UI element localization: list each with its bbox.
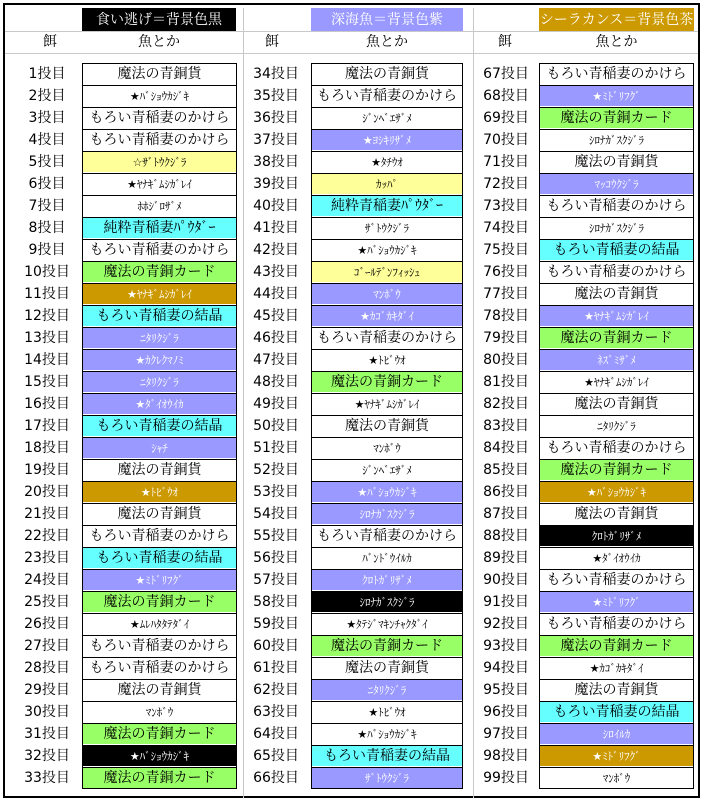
bait-count-label: 54投目 [253, 506, 299, 522]
catch-cell: ﾎﾎｼﾞﾛｻﾞﾒ [82, 195, 237, 216]
catch-cell: もろい青稲妻のかけら [539, 63, 694, 84]
catch-cell: ★ﾀﾞｲｵｳｲｶ [82, 393, 237, 414]
bait-count-label: 44投目 [253, 286, 299, 302]
bait-count-label: 14投目 [24, 352, 70, 368]
bait-count-label: 15投目 [24, 374, 70, 390]
bait-count-label: 90投目 [483, 572, 529, 588]
bait-count-label: 55投目 [253, 528, 299, 544]
catch-cell: ★ﾊﾞｼｮｳｶｼﾞｷ [311, 723, 463, 744]
catch-cell: 純粋青稲妻ﾊﾟｳﾀﾞｰ [311, 195, 463, 216]
catch-cell: ★ﾐﾄﾞﾘﾌｸﾞ [82, 569, 237, 590]
bait-count-label: 17投目 [24, 418, 70, 434]
bait-count-label: 48投目 [253, 374, 299, 390]
catch-cell: ｼﾛﾅｶﾞｽｸｼﾞﾗ [311, 503, 463, 524]
catch-cell: もろい青稲妻のかけら [311, 85, 463, 106]
catch-cell: 魔法の青銅カード [82, 591, 237, 612]
catch-cell: ﾏﾝﾎﾞｳ [311, 283, 463, 304]
bait-count-label: 88投目 [483, 528, 529, 544]
catch-cell: 魔法の青銅カード [539, 327, 694, 348]
bait-column-header: 餌 [498, 34, 512, 50]
catch-cell: ★ﾊﾞｼｮｳｶｼﾞｷ [82, 745, 237, 766]
catch-cell: 魔法の青銅貨 [311, 657, 463, 678]
bait-count-label: 72投目 [483, 176, 529, 192]
bait-count-label: 22投目 [24, 528, 70, 544]
catch-cell: ﾈｽﾞﾐｻﾞﾒ [539, 349, 694, 370]
bait-count-label: 10投目 [24, 264, 70, 280]
catch-cell: ｶｯﾊﾟ [311, 173, 463, 194]
fish-column-header: 魚とか [366, 34, 408, 50]
catch-cell: ★ﾀﾁｳｵ [311, 151, 463, 172]
bait-count-label: 60投目 [253, 638, 299, 654]
catch-cell: ｼﾛﾅｶﾞｽｸｼﾞﾗ [311, 591, 463, 612]
legend-black-header: 食い逃げ＝背景色黒 [82, 8, 236, 32]
bait-count-label: 65投目 [253, 748, 299, 764]
bait-count-label: 86投目 [483, 484, 529, 500]
catch-cell: 魔法の青銅貨 [82, 679, 237, 700]
catch-cell: ★ﾀﾃｼﾞﾏｷﾝﾁｬｸﾀﾞｲ [311, 613, 463, 634]
catch-cell: ★ﾊﾞｼｮｳｶｼﾞｷ [82, 85, 237, 106]
catch-cell: ★ﾐﾄﾞﾘﾌｸﾞ [539, 85, 694, 106]
bait-count-label: 2投目 [28, 88, 66, 104]
bait-column-header: 餌 [265, 34, 279, 50]
bait-count-label: 41投目 [253, 220, 299, 236]
catch-cell: ｼﾛﾅｶﾞｽｸｼﾞﾗ [539, 217, 694, 238]
bait-count-label: 13投目 [24, 330, 70, 346]
bait-count-label: 33投目 [24, 770, 70, 786]
catch-cell: もろい青稲妻のかけら [539, 195, 694, 216]
bait-count-label: 39投目 [253, 176, 299, 192]
catch-cell: 魔法の青銅貨 [82, 63, 237, 84]
catch-cell: ★ﾔﾅｷﾞﾑｼｶﾞﾚｲ [82, 283, 237, 304]
legend-purple-header: 深海魚＝背景色紫 [311, 8, 463, 32]
bait-count-label: 8投目 [28, 220, 66, 236]
bait-count-label: 4投目 [28, 132, 66, 148]
bait-count-label: 94投目 [483, 660, 529, 676]
bait-count-label: 97投目 [483, 726, 529, 742]
bait-count-label: 84投目 [483, 440, 529, 456]
bait-count-label: 37投目 [253, 132, 299, 148]
catch-cell: 魔法の青銅カード [311, 371, 463, 392]
catch-cell: もろい青稲妻のかけら [539, 569, 694, 590]
catch-cell: ｻﾞﾄｳｸｼﾞﾗ [311, 217, 463, 238]
bait-count-label: 59投目 [253, 616, 299, 632]
bait-count-label: 99投目 [483, 770, 529, 786]
catch-cell: もろい青稲妻のかけら [82, 635, 237, 656]
bait-count-label: 77投目 [483, 286, 529, 302]
catch-cell: ﾏｯｺｳｸｼﾞﾗ [539, 173, 694, 194]
catch-cell: ★ﾑﾚﾊﾀﾀﾃﾀﾞｲ [82, 613, 237, 634]
catch-cell: ★ﾄﾋﾞｳｵ [311, 349, 463, 370]
catch-cell: ｼﾞﾝﾍﾞｴｻﾞﾒ [311, 107, 463, 128]
bait-count-label: 93投目 [483, 638, 529, 654]
catch-cell: もろい青稲妻の結晶 [539, 239, 694, 260]
catch-cell: ★ｶｸﾚｸﾏﾉﾐ [82, 349, 237, 370]
catch-cell: もろい青稲妻のかけら [82, 657, 237, 678]
bait-count-label: 38投目 [253, 154, 299, 170]
bait-count-label: 5投目 [28, 154, 66, 170]
bait-count-label: 87投目 [483, 506, 529, 522]
bait-count-label: 76投目 [483, 264, 529, 280]
bait-count-label: 24投目 [24, 572, 70, 588]
catch-cell: もろい青稲妻の結晶 [311, 745, 463, 766]
bait-count-label: 47投目 [253, 352, 299, 368]
catch-cell: 魔法の青銅貨 [539, 393, 694, 414]
bait-count-label: 80投目 [483, 352, 529, 368]
bait-count-label: 67投目 [483, 66, 529, 82]
bait-count-label: 18投目 [24, 440, 70, 456]
catch-cell: 魔法の青銅貨 [311, 415, 463, 436]
catch-cell: もろい青稲妻のかけら [82, 525, 237, 546]
bait-count-label: 62投目 [253, 682, 299, 698]
fish-column-header: 魚とか [595, 34, 638, 50]
bait-count-label: 71投目 [483, 154, 529, 170]
catch-cell: ★ﾄﾋﾞｳｵ [82, 481, 237, 502]
catch-cell: ★ﾀﾞｲｵｳｲｶ [539, 547, 694, 568]
catch-cell: ﾆﾀﾘｸｼﾞﾗ [539, 415, 694, 436]
catch-cell: ★ﾔﾅｷﾞﾑｼｶﾞﾚｲ [539, 371, 694, 392]
bait-count-label: 64投目 [253, 726, 299, 742]
bait-count-label: 52投目 [253, 462, 299, 478]
catch-cell: ★ﾐﾄﾞﾘﾌｸﾞ [539, 745, 694, 766]
catch-cell: ★ﾊﾞｼｮｳｶｼﾞｷ [311, 239, 463, 260]
bait-count-label: 6投目 [28, 176, 66, 192]
bait-count-label: 27投目 [24, 638, 70, 654]
bait-count-label: 98投目 [483, 748, 529, 764]
bait-count-label: 36投目 [253, 110, 299, 126]
bait-count-label: 63投目 [253, 704, 299, 720]
catch-cell: ｻﾞﾄｳｸｼﾞﾗ [311, 767, 463, 788]
bait-count-label: 40投目 [253, 198, 299, 214]
bait-count-label: 53投目 [253, 484, 299, 500]
catch-cell: ☆ｻﾞﾄｳｸｼﾞﾗ [82, 151, 237, 172]
catch-cell: ★ﾄﾋﾞｳｵ [311, 701, 463, 722]
catch-cell: ★ﾊﾞｼｮｳｶｼﾞｷ [311, 481, 463, 502]
catch-cell: 魔法の青銅貨 [539, 283, 694, 304]
catch-cell: 魔法の青銅カード [82, 723, 237, 744]
bait-count-label: 23投目 [24, 550, 70, 566]
bait-count-label: 19投目 [24, 462, 70, 478]
catch-cell: 魔法の青銅貨 [82, 503, 237, 524]
bait-count-label: 61投目 [253, 660, 299, 676]
bait-count-label: 46投目 [253, 330, 299, 346]
bait-count-label: 9投目 [28, 242, 66, 258]
catch-cell: ｸﾛﾄｶﾞﾘｻﾞﾒ [539, 525, 694, 546]
grid-line [5, 53, 698, 54]
catch-cell: ★ﾔﾅｷﾞﾑｼｶﾞﾚｲ [82, 173, 237, 194]
catch-cell: ﾊﾞﾝﾄﾞｳｲﾙｶ [311, 547, 463, 568]
grid-line [473, 8, 474, 798]
bait-count-label: 50投目 [253, 418, 299, 434]
catch-cell: ｼﾛｲﾙｶ [539, 723, 694, 744]
catch-cell: もろい青稲妻のかけら [539, 437, 694, 458]
catch-cell: もろい青稲妻のかけら [82, 107, 237, 128]
catch-cell: ﾆﾀﾘｸｼﾞﾗ [82, 327, 237, 348]
catch-cell: ﾆﾀﾘｸｼﾞﾗ [311, 679, 463, 700]
catch-cell: ｼｬﾁ [82, 437, 237, 458]
legend-brown-header: シーラカンス＝背景色茶 [539, 8, 694, 32]
bait-count-label: 91投目 [483, 594, 529, 610]
bait-count-label: 69投目 [483, 110, 529, 126]
bait-count-label: 57投目 [253, 572, 299, 588]
catch-cell: ｼﾞﾝﾍﾞｴｻﾞﾒ [311, 459, 463, 480]
bait-count-label: 85投目 [483, 462, 529, 478]
bait-count-label: 56投目 [253, 550, 299, 566]
catch-cell: もろい青稲妻のかけら [82, 239, 237, 260]
catch-cell: ★ﾊﾞｼｮｳｶｼﾞｷ [539, 481, 694, 502]
bait-count-label: 73投目 [483, 198, 529, 214]
catch-cell: ﾏﾝﾎﾞｳ [311, 437, 463, 458]
catch-cell: ﾏﾝﾎﾞｳ [82, 701, 237, 722]
catch-cell: ★ｶｺﾞｶｷﾀﾞｲ [311, 305, 463, 326]
bait-count-label: 79投目 [483, 330, 529, 346]
bait-count-label: 29投目 [24, 682, 70, 698]
bait-count-label: 45投目 [253, 308, 299, 324]
bait-column-header: 餌 [43, 34, 57, 50]
bait-count-label: 20投目 [24, 484, 70, 500]
catch-cell: もろい青稲妻のかけら [82, 129, 237, 150]
bait-count-label: 68投目 [483, 88, 529, 104]
bait-count-label: 25投目 [24, 594, 70, 610]
catch-cell: もろい青稲妻のかけら [539, 613, 694, 634]
catch-cell: 魔法の青銅貨 [311, 63, 463, 84]
catch-cell: ｺﾞｰﾙﾃﾞﾝﾌｨｯｼｭ [311, 261, 463, 282]
catch-cell: もろい青稲妻のかけら [539, 261, 694, 282]
grid-line [5, 31, 698, 32]
bait-count-label: 16投目 [24, 396, 70, 412]
catch-cell: ★ﾐﾄﾞﾘﾌｸﾞ [539, 591, 694, 612]
catch-cell: 魔法の青銅カード [539, 107, 694, 128]
catch-cell: ★ｶｺﾞｶｷﾀﾞｲ [539, 657, 694, 678]
bait-count-label: 3投目 [28, 110, 66, 126]
catch-cell: もろい青稲妻のかけら [311, 525, 463, 546]
bait-count-label: 11投目 [24, 286, 70, 302]
catch-cell: ﾏﾝﾎﾞｳ [539, 767, 694, 788]
catch-cell: 魔法の青銅貨 [82, 459, 237, 480]
catch-cell: もろい青稲妻のかけら [311, 327, 463, 348]
grid-line [243, 8, 244, 798]
fish-column-header: 魚とか [138, 34, 180, 50]
bait-count-label: 82投目 [483, 396, 529, 412]
bait-count-label: 35投目 [253, 88, 299, 104]
catch-cell: 純粋青稲妻ﾊﾟｳﾀﾞｰ [82, 217, 237, 238]
bait-count-label: 74投目 [483, 220, 529, 236]
catch-cell: 魔法の青銅カード [82, 261, 237, 282]
catch-cell: ★ﾖｼｷﾘｻﾞﾒ [311, 129, 463, 150]
bait-count-label: 75投目 [483, 242, 529, 258]
bait-count-label: 7投目 [28, 198, 66, 214]
catch-cell: 魔法の青銅カード [311, 635, 463, 656]
bait-count-label: 51投目 [253, 440, 299, 456]
bait-count-label: 26投目 [24, 616, 70, 632]
bait-count-label: 83投目 [483, 418, 529, 434]
catch-cell: もろい青稲妻の結晶 [82, 415, 237, 436]
bait-count-label: 96投目 [483, 704, 529, 720]
bait-count-label: 28投目 [24, 660, 70, 676]
catch-cell: ★ﾔﾅｷﾞﾑｼｶﾞﾚｲ [539, 305, 694, 326]
bait-count-label: 49投目 [253, 396, 299, 412]
bait-count-label: 81投目 [483, 374, 529, 390]
catch-cell: 魔法の青銅貨 [539, 503, 694, 524]
catch-cell: 魔法の青銅貨 [539, 151, 694, 172]
bait-count-label: 43投目 [253, 264, 299, 280]
catch-cell: 魔法の青銅カード [82, 767, 237, 788]
catch-cell: もろい青稲妻の結晶 [82, 305, 237, 326]
bait-count-label: 32投目 [24, 748, 70, 764]
catch-cell: ﾆﾀﾘｸｼﾞﾗ [82, 371, 237, 392]
catch-cell: もろい青稲妻の結晶 [539, 701, 694, 722]
bait-count-label: 42投目 [253, 242, 299, 258]
bait-count-label: 12投目 [24, 308, 70, 324]
catch-cell: ｸﾛﾄｶﾞﾘｻﾞﾒ [311, 569, 463, 590]
catch-cell: 魔法の青銅カード [539, 635, 694, 656]
bait-count-label: 78投目 [483, 308, 529, 324]
catch-cell: ★ﾔﾅｷﾞﾑｼｶﾞﾚｲ [311, 393, 463, 414]
bait-count-label: 89投目 [483, 550, 529, 566]
bait-count-label: 66投目 [253, 770, 299, 786]
bait-count-label: 58投目 [253, 594, 299, 610]
catch-cell: もろい青稲妻の結晶 [82, 547, 237, 568]
bait-count-label: 31投目 [24, 726, 70, 742]
bait-count-label: 30投目 [24, 704, 70, 720]
catch-cell: 魔法の青銅カード [539, 459, 694, 480]
bait-count-label: 1投目 [28, 66, 66, 82]
bait-count-label: 92投目 [483, 616, 529, 632]
bait-count-label: 34投目 [253, 66, 299, 82]
bait-count-label: 70投目 [483, 132, 529, 148]
bait-count-label: 21投目 [24, 506, 70, 522]
catch-cell: 魔法の青銅貨 [539, 679, 694, 700]
catch-cell: ｼﾛﾅｶﾞｽｸｼﾞﾗ [539, 129, 694, 150]
bait-count-label: 95投目 [483, 682, 529, 698]
